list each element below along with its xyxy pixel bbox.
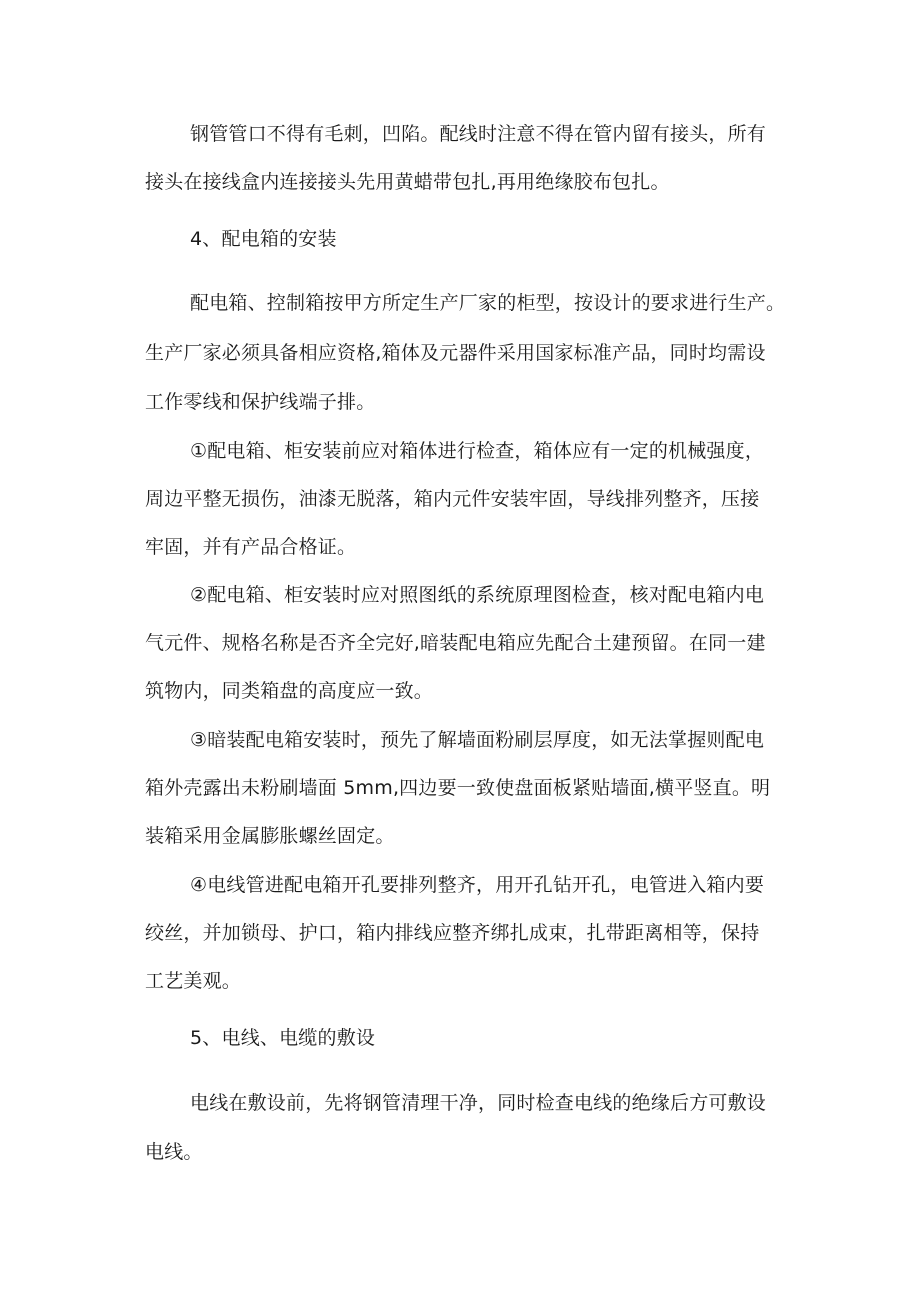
paragraph-line: 周边平整无损伤，油漆无脱落，箱内元件安装牢固，导线排列整齐，压接 [145,488,760,510]
section-heading-5: 5、电线、电缆的敷设 [190,1027,376,1049]
paragraph-line: 绞丝，并加锁母、护口，箱内排线应整齐绑扎成束，扎带距离相等，保持 [145,922,760,944]
section-heading-4: 4、配电箱的安装 [190,228,337,250]
paragraph-line: ④电线管进配电箱开孔要排列整齐，用开孔钻开孔，电管进入箱内要 [190,874,765,896]
paragraph-line: 接头在接线盒内连接接头先用黄蜡带包扎,再用绝缘胶布包扎。 [145,171,670,193]
paragraph-line: ③暗装配电箱安装时，预先了解墙面粉刷层厚度，如无法掌握则配电 [190,729,765,751]
paragraph-line: 工艺美观。 [145,970,242,992]
paragraph-line: 配电箱、控制箱按甲方所定生产厂家的柜型，按设计的要求进行生产。 [190,292,786,314]
paragraph-line: 筑物内，同类箱盘的高度应一致。 [145,680,434,702]
paragraph-line: 钢管管口不得有毛刺，凹陷。配线时注意不得在管内留有接头，所有 [190,123,767,145]
paragraph-line: 气元件、规格名称是否齐全完好,暗装配电箱应先配合土建预留。在同一建 [145,632,766,654]
paragraph-line: 电线在敷设前，先将钢管清理干净，同时检查电线的绝缘后方可敷设 [190,1092,767,1114]
paragraph-line: 装箱采用金属膨胀螺丝固定。 [145,825,395,847]
paragraph-line: 牢固，并有产品合格证。 [145,536,357,558]
paragraph-line: ①配电箱、柜安装前应对箱体进行检查，箱体应有一定的机械强度， [190,440,765,462]
paragraph-line: 工作零线和保护线端子排。 [145,391,376,413]
paragraph-line: ②配电箱、柜安装时应对照图纸的系统原理图检查，核对配电箱内电 [190,584,765,606]
paragraph-line: 电线。 [145,1141,203,1163]
paragraph-line: 箱外壳露出未粉刷墙面 5mm,四边要一致使盘面板紧贴墙面,横平竖直。明 [145,777,771,799]
paragraph-line: 生产厂家必须具备相应资格,箱体及元器件采用国家标准产品，同时均需设 [145,342,766,364]
